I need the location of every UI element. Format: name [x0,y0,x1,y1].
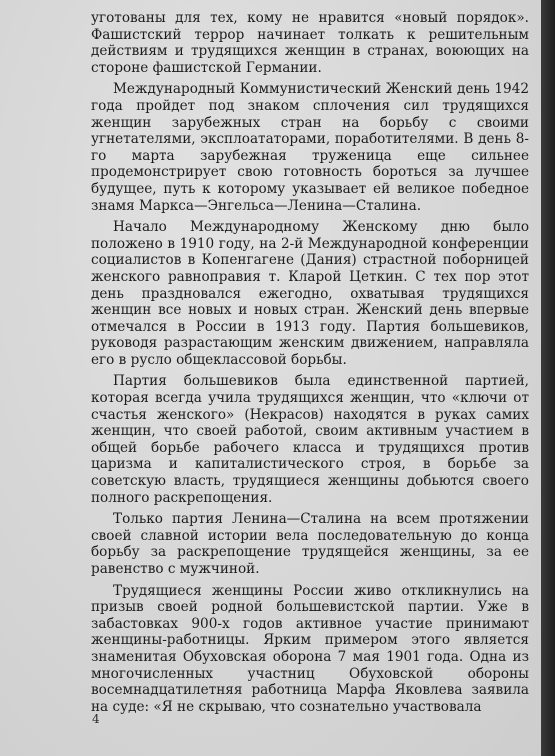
page-text [91,10,529,720]
paragraph-1: уготованы для тех, кому не нравится «новый порядок». Фашистский террор начинает толкать к решительным действиям и трудящихся женщин в странах, воюющих на стороне фашистской Германии. [91,10,529,76]
paragraph-3: Начало Международному Женскому дню было положено в 1910 году, на 2-й Международной конференции социалистов в Копенгагене (Дания) страстной поборницей женского равноправия т. Кларой Цеткин. С тех пор этот день праздновался ежегодно, охватывая трудящихся женщин все новых и новых стран. Женский день впервые отмечался в России в 1913 году. Партия большевиков, руководя разрастающим женским движением, направляла его в русло общеклассовой борьбы. [91,219,529,368]
paragraph-4: Партия большевиков была единственной партией, которая всегда учила трудящихся женщин, что «ключи от счастья женского» (Некрасов) находятся в руках самих женщин, что своей работой, своим активным участием в общей борьбе рабочего класса и трудящихся против царизма и капиталистического строя, в борьбе за советскую власть, трудящиеся женщины добьются своего полного раскрепощения. [91,373,529,506]
binding-edge [541,0,555,756]
paragraph-5: Только партия Ленина—Сталина на всем протяжении своей славной истории вела последовательную до конца борьбу за раскрепощение трудящейся женщины, за ее равенство с мужчиной. [91,511,529,577]
paragraph-2: Международный Коммунистический Женский день 1942 года пройдет под знаком сплочения сил трудящихся женщин зарубежных стран на борьбу с своими угнетателями, эксплоататорами, поработителями. В день 8-го марта зарубежная труженица еще сильнее продемонстрирует свою готовность бороться за лучшее будущее, путь к которому указывает ей великое победное знамя Маркса—Энгельса—Ленина—Сталина. [91,81,529,214]
paragraph-6: Трудящиеся женщины России живо откликнулись на призыв своей родной большевистской партии. Уже в забастовках 900-х годов активное участие принимают женщины-работницы. Ярким примером этого является знаменитая Обуховская оборона 7 мая 1901 года. Одна из многочисленных участниц Обуховской обороны восемнадцатилетняя работница Марфа Яковлева заявила на суде: «Я не скрываю, что сознательно участвовала [91,582,529,715]
page-number: 4 [92,712,100,726]
